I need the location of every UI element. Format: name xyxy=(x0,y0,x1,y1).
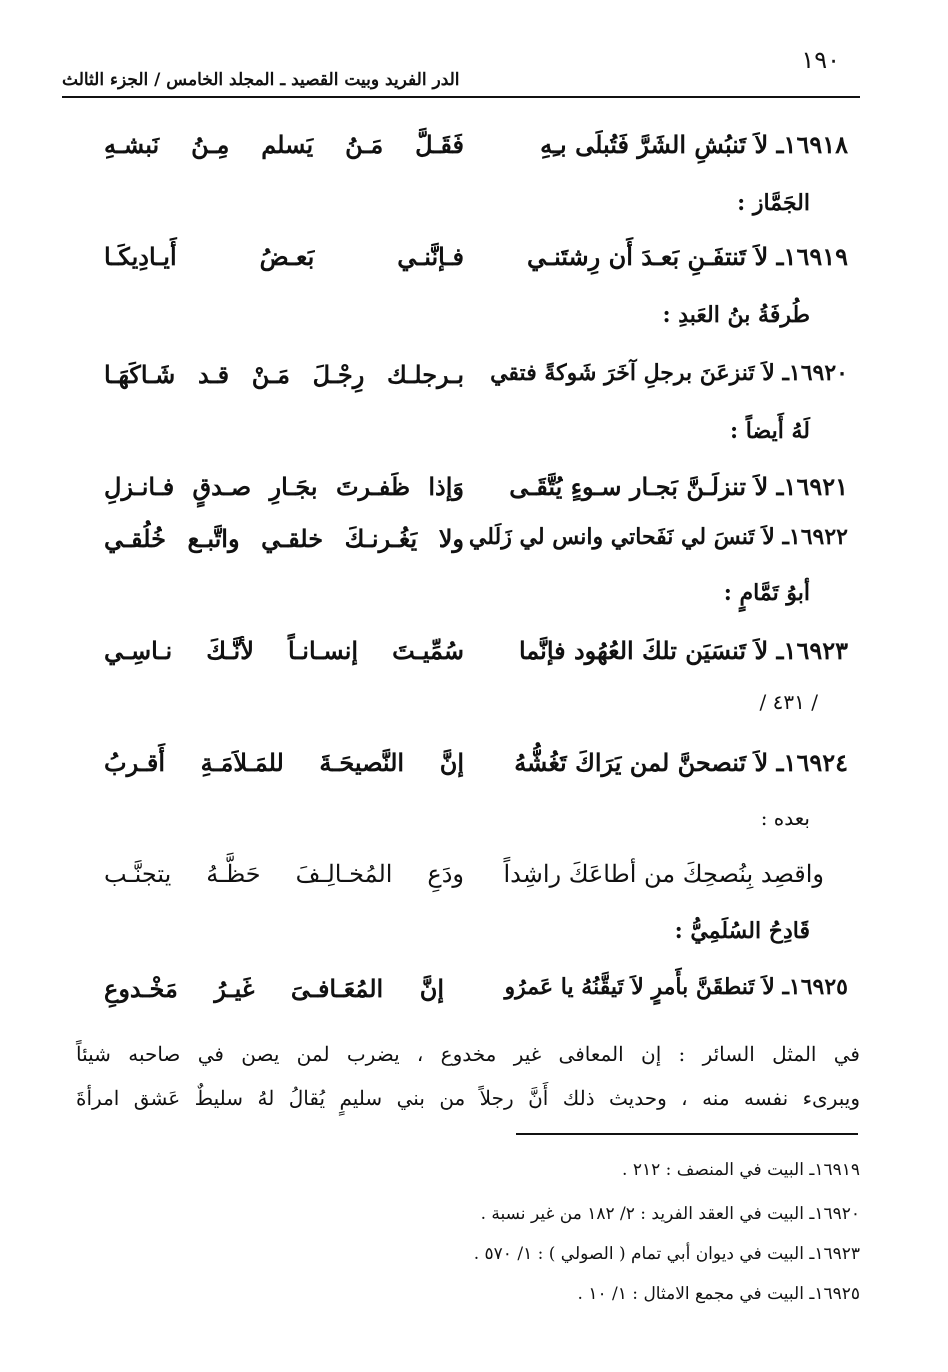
verse-text: لاَ تَنسَيَن تلكَ العُهُود فإنَّما xyxy=(518,636,769,665)
footnote-rule xyxy=(516,1133,858,1135)
poet-attribution: طُرفَةُ بنُ العَبدِ : xyxy=(662,302,810,328)
verse-number: ١٦٩٢١ـ xyxy=(776,472,848,501)
verse-first-hemistich xyxy=(468,242,848,271)
verse-first-hemistich xyxy=(468,636,848,665)
poet-attribution: أبوُ تَمَّامٍ : xyxy=(723,580,810,606)
page-number: ١٩٠ xyxy=(801,46,840,74)
verse-second-hemistich: بـرجلـك رِجْـلَ مَـنْ قـد شَـاكَهَـا xyxy=(104,360,464,389)
verse-number: ١٦٩١٨ـ xyxy=(776,130,848,159)
verse-16925 xyxy=(0,974,948,1022)
verse-text: لاَ تَنسَ لي نَفَحاتي وانس لي زَلَلي xyxy=(468,524,775,550)
verse-text: لاَ تَنطقَنَّ بأَمرٍ لاَ تَيقَّنُهُ يا عَمرُو xyxy=(504,974,775,1000)
verse-16920 xyxy=(0,360,948,408)
verse-continuation xyxy=(0,860,948,908)
verse-second-hemistich: وَإذا ظَفـرتَ بجَـارِ صـدقٍ فـانـزلِ xyxy=(104,472,464,501)
verse-second-hemistich: فَقَـلَّ مَـنُ يَسلم مِـنُ نَبشـهِ xyxy=(104,130,464,159)
verse-first-hemistich xyxy=(468,524,848,550)
verse-number: ١٦٩٢٥ـ xyxy=(782,974,848,1000)
prose-line: في المثل السائر : إن المعافى غير مخدوع ، يضرب لمن يصن في صاحبه شيئاً xyxy=(76,1042,860,1066)
footnote: ١٦٩٢٠ـ البيت في العقد الفريد : ٢/ ١٨٢ من غير نسبة . xyxy=(480,1204,860,1224)
section-label: بعده : xyxy=(760,806,810,830)
verse-second-hemistich: سُمِّيـتَ إنسـانـاً لأنَّـكَ نـاسِـي xyxy=(104,636,464,665)
verse-second-hemistich: فـإنَّنـي بَعـضُ أَيـادِيكَـا xyxy=(104,242,464,271)
verse-first-hemistich xyxy=(468,360,848,386)
footnote: ١٦٩٢٣ـ البيت في ديوان أبي تمام ( الصولي ) : ١/ ٥٧٠ . xyxy=(473,1244,860,1264)
verse-16922 xyxy=(0,524,948,572)
verse-second-hemistich: إنَّ المُعَـافـىَ غَيـرُ مَخْـدوعِ xyxy=(104,974,444,1003)
verse-first-hemistich xyxy=(468,748,848,777)
verse-text: لاَ تَنزعَنَ برجلِ آخَرَ شَوكةً فتقي xyxy=(490,360,775,386)
verse-text: لاَ تَنتفَـنِ بَعـدَ أَن رِشتَنـي xyxy=(527,242,769,271)
verse-first-hemistich xyxy=(448,974,848,1000)
verse-second-hemistich: إنَّ النَّصيحَـةَ للمَـلاَمَـةِ أَقـربُ xyxy=(104,748,464,777)
verse-16924 xyxy=(0,748,948,796)
verse-first-hemistich: واقصِد بِنُصحِكَ من أطاعَكَ راشِداً xyxy=(503,860,824,888)
poet-attribution: لَهُ أَيضاً : xyxy=(730,418,810,444)
poet-attribution: قَادِحُ السُلَمِيُّ : xyxy=(674,918,810,944)
verse-number: ١٦٩٢٣ـ xyxy=(776,636,848,665)
verse-number: ١٦٩٢٢ـ xyxy=(782,524,848,550)
verse-number: ١٦٩٢٤ـ xyxy=(776,748,848,777)
verse-text: لاَ تَنبُشِ الشَرَّ فَتُبلَى بـِهِ xyxy=(540,130,769,159)
verse-number: ١٦٩١٩ـ xyxy=(776,242,848,271)
verse-number: ١٦٩٢٠ـ xyxy=(782,360,848,386)
verse-second-hemistich: ولا يَغُـرنـكَ خلقـي واتَّبـع خُلُقـي xyxy=(104,524,464,553)
verse-text: لاَ تنزلَـنَّ بَجـار سـوءٍ يُتَّقَـى xyxy=(509,472,769,501)
running-title: الدر الفريد وبيت القصيد ـ المجلد الخامس / الجزء الثالث xyxy=(62,70,460,90)
prose-line: ويبرىء نفسه منه ، وحديث ذلك أَنَّ رجلاً من بني سليمٍ يُقالُ لهُ سليطٌ عَشق امرأةَ xyxy=(76,1086,860,1110)
page-reference: / ٤٣١ / xyxy=(759,690,818,714)
poet-attribution: الجَمَّاز : xyxy=(737,190,810,216)
footnote: ١٦٩١٩ـ البيت في المنصف : ٢١٢ . xyxy=(622,1160,860,1180)
verse-16923 xyxy=(0,636,948,684)
verse-first-hemistich xyxy=(468,472,848,501)
header-rule xyxy=(62,96,860,98)
verse-text: لاَ تَنصحنَّ لمن يَرَاكَ تَغُشُّهُ xyxy=(514,748,769,777)
verse-16921 xyxy=(0,472,948,520)
verse-first-hemistich xyxy=(468,130,848,159)
footnote: ١٦٩٢٥ـ البيت في مجمع الامثال : ١/ ١٠ . xyxy=(577,1284,860,1304)
verse-second-hemistich: ودَعِ المُخـالِـفَ حَظَّـهُ يتجنَّـب xyxy=(104,860,464,888)
verse-16918 xyxy=(0,130,948,178)
verse-16919 xyxy=(0,242,948,290)
